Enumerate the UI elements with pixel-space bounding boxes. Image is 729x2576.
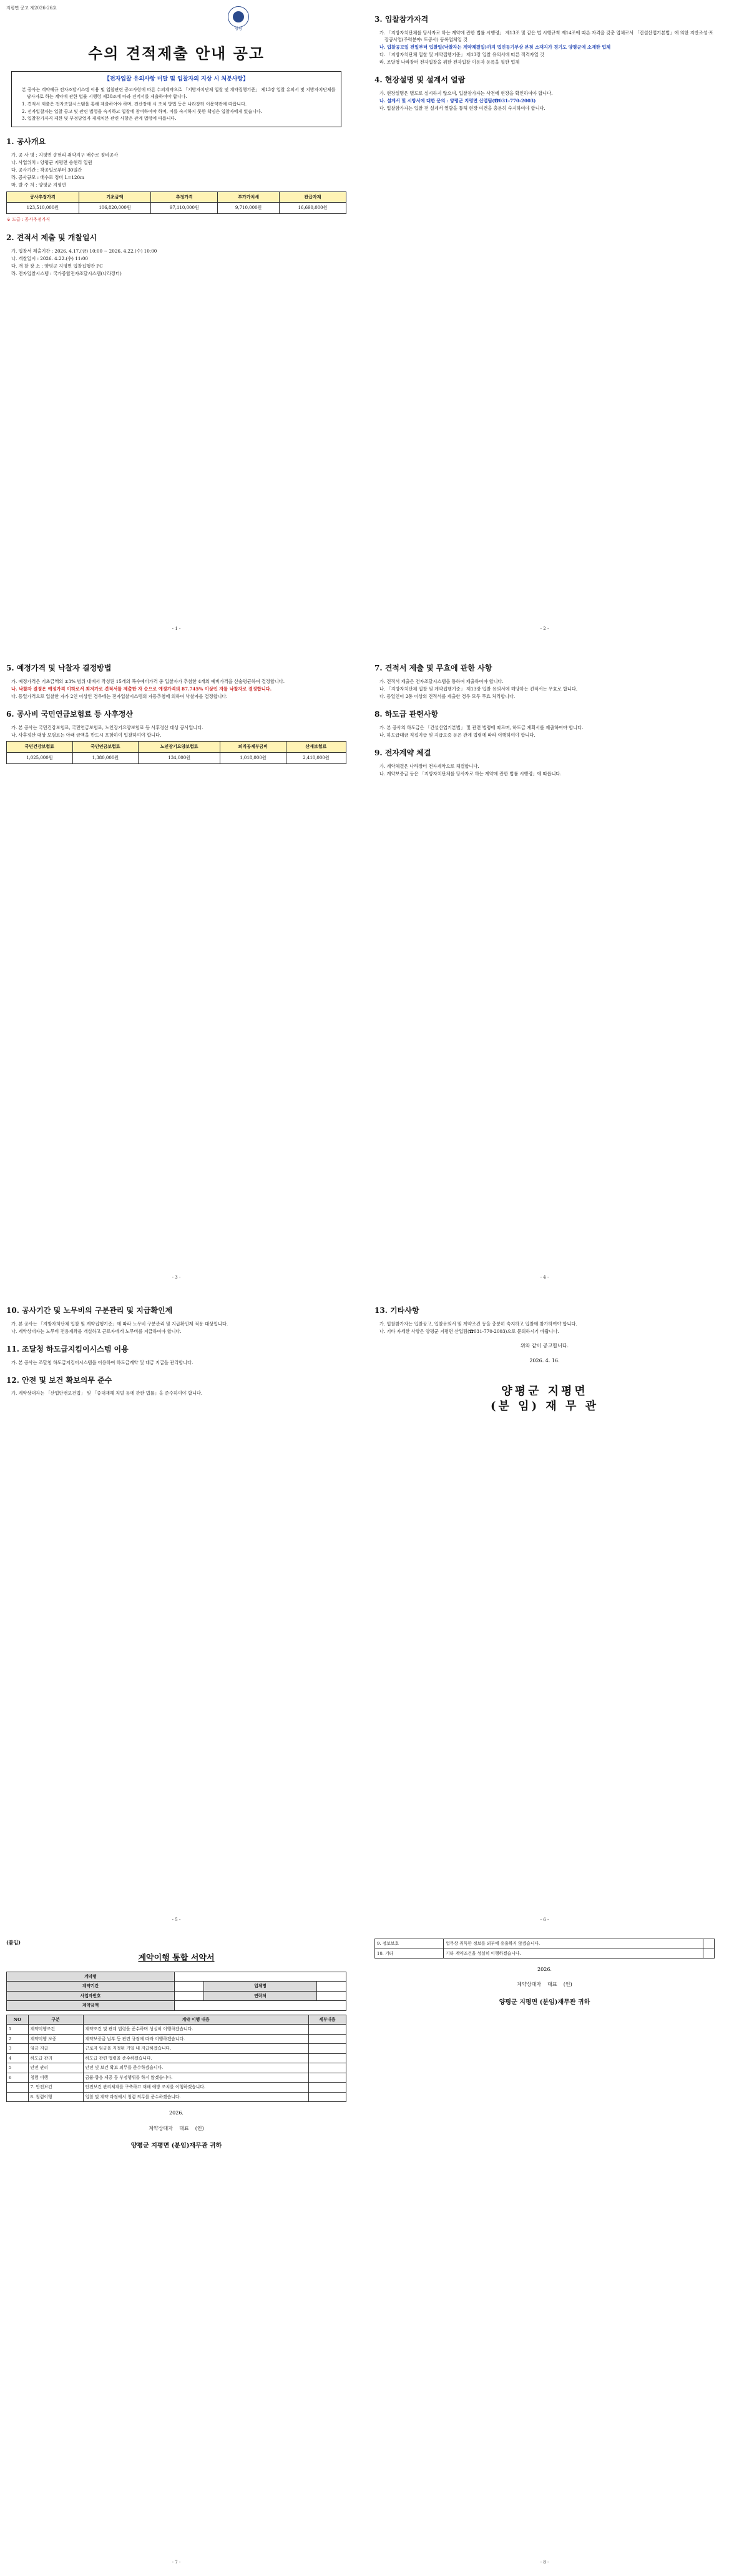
table-cell: 9,710,000원 bbox=[218, 203, 280, 214]
list-item: 나. 하도급대금 직접지급 및 지급보증 등은 관계 법령에 따라 이행하여야 합니다. bbox=[379, 732, 536, 738]
table-cell: 97,110,000원 bbox=[151, 203, 218, 214]
pledge-table-continued bbox=[374, 1939, 715, 1959]
row-check[interactable] bbox=[308, 2053, 346, 2063]
section-title: 1. 공사개요 bbox=[6, 137, 46, 147]
list-item: 다. 개 찰 장 소 : 양평군 지평면 입찰집행관 PC bbox=[11, 263, 103, 269]
list-item: 다. 입찰참가자는 입찰 전 설계서 열람을 통해 현장 여건을 충분히 숙지하여야 합니다. bbox=[379, 105, 546, 112]
list-item: 마. 발 주 처 : 양평군 지평면 bbox=[11, 182, 66, 188]
form-signer bbox=[6, 2125, 346, 2133]
list-item: 나. 사후정산 대상 보험료는 아래 금액을 반드시 포함하여 입찰하여야 합니다. bbox=[11, 732, 162, 738]
seal-label: (인) bbox=[563, 1982, 572, 1988]
closing-date: 2026. 4. 16. bbox=[529, 1358, 560, 1364]
notice-line: 1. 견적서 제출은 전자조달시스템을 통해 제출하여야 하며, 전산장애 시 조치 방법 등은 나라장터 이용약관에 따릅니다. bbox=[22, 101, 247, 107]
page-number: - 1 - bbox=[172, 626, 181, 632]
table-header: 세부내용 bbox=[308, 2015, 346, 2025]
row-check[interactable] bbox=[308, 2044, 346, 2054]
form-footer: 양평군 지평면 (분임)재무관 귀하 bbox=[499, 1998, 590, 2006]
list-item: 다. 「지방자치단체 입찰 및 계약집행기준」 제13장 입찰 유의서에 따른 적격자일 것 bbox=[379, 52, 544, 58]
table-header: 공사추정가격 bbox=[7, 191, 79, 203]
row-no bbox=[7, 2092, 29, 2102]
form-value[interactable] bbox=[175, 1991, 204, 2001]
rep-label: 대표 bbox=[547, 1982, 557, 1988]
list-item: 나. 개찰일시 : 2026. 4.22.(수) 11:00 bbox=[11, 255, 88, 261]
page-title: 수의 견적제출 안내 공고 bbox=[88, 44, 265, 62]
row-check[interactable] bbox=[308, 2092, 346, 2102]
page-3 bbox=[6, 654, 346, 1284]
list-item: 가. 계약상대자는 「산업안전보건법」 및 「중대재해 처벌 등에 관한 법률」을 준수하여야 합니다. bbox=[11, 1390, 203, 1397]
notice-box bbox=[11, 71, 341, 127]
section-title: 2. 견적서 제출 및 개찰일시 bbox=[6, 233, 97, 243]
table-cell: 1,025,000원 bbox=[7, 752, 73, 763]
table-header: 기초금액 bbox=[79, 191, 151, 203]
section-title: 4. 현장설명 및 설계서 열람 bbox=[374, 75, 466, 85]
row-value: 계약조건 및 관계 법령을 준수하며 성실히 이행하겠습니다. bbox=[83, 2025, 308, 2035]
row-check[interactable] bbox=[308, 2083, 346, 2093]
table-cell: 106,820,000원 bbox=[79, 203, 151, 214]
list-item: 나. 계약보증금 등은 「지방자치단체를 당사자로 하는 계약에 관한 법률 시행령」에 따릅니다. bbox=[379, 770, 562, 777]
table-row bbox=[375, 1949, 715, 1959]
page-number: - 5 - bbox=[172, 1917, 181, 1923]
table-header: 국민연금보험료 bbox=[72, 741, 139, 752]
page-5 bbox=[6, 1296, 346, 1926]
section-title: 3. 입찰참가자격 bbox=[374, 15, 429, 24]
table-header: 부가가치세 bbox=[218, 191, 280, 203]
signer-label: 계약상대자 bbox=[149, 2125, 173, 2131]
signature-line-2: (분 임) 재 무 관 bbox=[490, 1399, 599, 1413]
form-header-table bbox=[6, 1972, 346, 2011]
list-item: 라. 조달청 나라장터 전자입찰을 위한 전자입찰 이용자 등록을 필한 업체 bbox=[379, 59, 520, 65]
row-check[interactable] bbox=[703, 1939, 714, 1949]
signature-org bbox=[374, 1384, 715, 1415]
form-value[interactable] bbox=[175, 2001, 346, 2011]
row-no: 5 bbox=[7, 2063, 29, 2073]
table-row bbox=[7, 2044, 346, 2054]
list-item: 가. 예정가격은 기초금액의 ±3% 범위 내에서 작성된 15개의 복수예비가격 중 입찰자가 추첨한 4개의 예비가격을 산술평균하여 결정합니다. bbox=[11, 678, 285, 684]
list-item: 가. 견적서 제출은 전자조달시스템을 통하여 제출하여야 합니다. bbox=[379, 678, 504, 684]
section-title: 12. 안전 및 보건 확보의무 준수 bbox=[6, 1375, 112, 1385]
list-item: 가. 본 공사는 국민건강보험료, 국민연금보험료, 노인장기요양보험료 등 사후정산 대상 공사입니다. bbox=[11, 724, 203, 730]
document-number: 지평면 공고 제2026-26호 bbox=[6, 6, 57, 11]
form-value[interactable] bbox=[175, 1972, 346, 1982]
form-value[interactable] bbox=[316, 1991, 346, 2001]
table-note: ※ 도급 : 공사추정가격 bbox=[6, 217, 51, 223]
list-item: 나. 계약상대자는 노무비 전용계좌를 개설하고 근로자에게 노무비를 지급하여야 합니다. bbox=[11, 1328, 182, 1334]
form-label: 계약금액 bbox=[7, 2001, 175, 2011]
row-check[interactable] bbox=[308, 2034, 346, 2044]
row-value: 안전보건 관리체계를 구축하고 재해 예방 조치를 이행하겠습니다. bbox=[83, 2083, 308, 2093]
list-item: 다. 동일인이 2통 이상의 견적서를 제출한 경우 모두 무효 처리합니다. bbox=[379, 693, 516, 699]
signature-line-1: 양평군 지평면 bbox=[501, 1384, 588, 1398]
notice-line: 본 공사는 계약예규 전자조달시스템 이용 및 입찰관련 공고사항에 따른 수의계약으로 「지방자치단체 입찰 및 계약집행기준」 제13장 입찰 유의서 및 지방자치단체를 당사자로 하는 계약에 관한 법률 시행령 제30조에 따라 견적서를 제출하여야 합니다. bbox=[22, 87, 336, 99]
list-item: 다. 동일가격으로 입찰한 자가 2인 이상인 경우에는 전자입찰시스템의 자동추첨에 의하여 낙찰자를 결정합니다. bbox=[11, 693, 228, 699]
list-item: 가. 현장설명은 별도로 실시하지 않으며, 입찰참가자는 사전에 현장을 확인하여야 합니다. bbox=[379, 90, 553, 96]
notice-headline: 【전자입찰 유의사항 미달 및 입찰자의 지상 시 처분사항】 bbox=[104, 76, 249, 83]
list-item: 라. 공사규모 : 배수로 정비 L=120m bbox=[11, 175, 84, 181]
section-title: 5. 예정가격 및 낙찰자 결정방법 bbox=[6, 664, 112, 672]
row-value: 기타 계약조건을 성실히 이행하겠습니다. bbox=[444, 1949, 703, 1959]
signer-label: 계약상대자 bbox=[517, 1982, 541, 1988]
row-key: 하도급 관리 bbox=[28, 2053, 83, 2063]
list-item: 나. 사업위치 : 양평군 지평면 송현리 일원 bbox=[11, 159, 92, 165]
table-cell: 134,000원 bbox=[139, 752, 220, 763]
table-row bbox=[7, 2063, 346, 2073]
form-label: 계약기간 bbox=[7, 1982, 175, 1992]
section-title: 7. 견적서 제출 및 무효에 관한 사항 bbox=[374, 664, 492, 672]
page-number: - 2 - bbox=[540, 626, 549, 632]
row-no: 3 bbox=[7, 2044, 29, 2054]
table-row bbox=[7, 2083, 346, 2093]
list-item: 라. 전자입찰시스템 : 국가종합전자조달시스템(나라장터) bbox=[11, 271, 122, 277]
list-item: 가. 입찰서 제출기간 : 2026. 4.17.(금) 10:00 ~ 2026. 4.22.(수) 10:00 bbox=[11, 248, 157, 254]
row-no: 1 bbox=[7, 2025, 29, 2035]
table-cell: 123,510,000원 bbox=[7, 203, 79, 214]
row-key: 10. 기타 bbox=[375, 1949, 444, 1959]
row-value: 근로자 임금을 지정된 기일 내 지급하겠습니다. bbox=[83, 2044, 308, 2054]
page-number: - 8 - bbox=[540, 2560, 549, 2565]
page-1 bbox=[6, 5, 346, 635]
form-value[interactable] bbox=[316, 1982, 346, 1992]
page-4 bbox=[374, 654, 715, 1284]
form-label: 계약명 bbox=[7, 1972, 175, 1982]
row-value: 입찰 및 계약 과정에서 청렴 의무를 준수하겠습니다. bbox=[83, 2092, 308, 2102]
table-cell: 1,380,000원 bbox=[72, 752, 139, 763]
table-row bbox=[375, 1939, 715, 1949]
page-7 bbox=[6, 1939, 346, 2569]
page-number: - 4 - bbox=[540, 1275, 549, 1281]
table-cell: 1,018,000원 bbox=[220, 752, 286, 763]
row-no: 6 bbox=[7, 2073, 29, 2083]
attachment-label: (붙임) bbox=[6, 1939, 21, 1945]
list-item: 나. 낙찰자 결정은 예정가격 이하로서 최저가로 견적서를 제출한 자 순으로 예정가격의 87.745% 이상인 자를 낙찰자로 결정합니다. bbox=[11, 685, 272, 692]
form-value[interactable] bbox=[175, 1982, 204, 1992]
table-header: 추정가격 bbox=[151, 191, 218, 203]
page-6 bbox=[374, 1296, 715, 1926]
table-row bbox=[7, 2034, 346, 2044]
row-value: 안전 및 보건 확보 의무를 준수하겠습니다. bbox=[83, 2063, 308, 2073]
row-check[interactable] bbox=[308, 2073, 346, 2083]
row-value: 금품·향응 제공 등 부정행위를 하지 않겠습니다. bbox=[83, 2073, 308, 2083]
table-cell: 16,690,000원 bbox=[279, 203, 346, 214]
notice-line: 2. 전자입찰자는 입찰 공고 및 관련 법령을 숙지하고 입찰에 참여하여야 하며, 이를 숙지하지 못한 책임은 입찰자에게 있습니다. bbox=[22, 109, 262, 114]
section-title: 10. 공사기간 및 노무비의 구분관리 및 지급확인제 bbox=[6, 1306, 173, 1315]
form-date: 2026. bbox=[169, 2110, 183, 2116]
table-header: NO bbox=[7, 2015, 29, 2025]
form-date: 2026. bbox=[537, 1967, 552, 1973]
table-header: 계약 이행 내용 bbox=[83, 2015, 308, 2025]
cost-table bbox=[6, 191, 346, 215]
section-title: 8. 하도급 관련사항 bbox=[374, 710, 439, 719]
form-label: 연락처 bbox=[204, 1991, 316, 2001]
section-title: 6. 공사비 국민연금보험료 등 사후정산 bbox=[6, 710, 134, 719]
list-item: 가. 본 공사의 하도급은 「건설산업기본법」 및 관련 법령에 따르며, 하도급 계획서를 제출하여야 합니다. bbox=[379, 724, 584, 730]
seal-label: (인) bbox=[195, 2125, 204, 2131]
row-key: 9. 정보보호 bbox=[375, 1939, 444, 1949]
page-number: - 3 - bbox=[172, 1275, 181, 1281]
list-item: 다. 공사기간 : 착공일로부터 30일간 bbox=[11, 167, 82, 173]
form-signer bbox=[374, 1981, 715, 1988]
page-2 bbox=[374, 5, 715, 635]
page-number: - 6 - bbox=[540, 1917, 549, 1923]
list-item: 나. 입찰공고일 전일부터 입찰일(낙찰자는 계약체결일)까지 법인등기부상 본점 소재지가 경기도 양평군에 소재한 업체 bbox=[379, 44, 611, 50]
row-no: 2 bbox=[7, 2034, 29, 2044]
list-item: 가. 본 공사는 「지방자치단체 입찰 및 계약집행기준」에 따라 노무비 구분관리 및 지급확인제 적용 대상입니다. bbox=[11, 1320, 228, 1327]
list-item: 가. 본 공사는 조달청 하도급지킴이시스템을 이용하여 하도급계약 및 대금 지급을 관리합니다. bbox=[11, 1359, 193, 1365]
row-check[interactable] bbox=[308, 2025, 346, 2035]
emblem-icon: 양평 bbox=[228, 6, 249, 27]
page-number: - 7 - bbox=[172, 2560, 181, 2565]
table-cell: 2,410,000원 bbox=[286, 752, 346, 763]
table-row bbox=[7, 2073, 346, 2083]
row-check[interactable] bbox=[703, 1949, 714, 1959]
row-value: 업무상 취득한 정보를 외부에 유출하지 않겠습니다. bbox=[444, 1939, 703, 1949]
table-header: 퇴직공제부금비 bbox=[220, 741, 286, 752]
list-item: 가. 입찰참가자는 입찰공고, 입찰유의서 및 계약조건 등을 충분히 숙지하고 입찰에 참가하여야 합니다. bbox=[379, 1320, 577, 1327]
row-check[interactable] bbox=[308, 2063, 346, 2073]
row-key: 7. 안전보건 bbox=[28, 2083, 83, 2093]
list-item: 가. 공 사 명 : 지평면 송현리 취약지구 배수로 정비공사 bbox=[11, 152, 119, 158]
table-header: 노인장기요양보험료 bbox=[139, 741, 220, 752]
table-header: 산재보험료 bbox=[286, 741, 346, 752]
row-no: 4 bbox=[7, 2053, 29, 2063]
table-row bbox=[7, 2092, 346, 2102]
form-label: 사업자번호 bbox=[7, 1991, 175, 2001]
row-key: 8. 청렴이행 bbox=[28, 2092, 83, 2102]
table-row bbox=[7, 2053, 346, 2063]
row-key: 계약이행조건 bbox=[28, 2025, 83, 2035]
rep-label: 대표 bbox=[179, 2125, 189, 2131]
section-title: 9. 전자계약 체결 bbox=[374, 748, 431, 757]
row-key: 안전 관리 bbox=[28, 2063, 83, 2073]
notice-line: 3. 입찰참가자격 제한 및 부정당업자 제재처분 관련 사항은 관계 법령에 따릅니다. bbox=[22, 116, 177, 122]
list-item: 나. 「지방자치단체 입찰 및 계약집행기준」 제13장 입찰 유의서에 해당하는 견적서는 무효로 합니다. bbox=[379, 685, 578, 692]
closing-line: 위와 같이 공고합니다. bbox=[520, 1342, 569, 1349]
section-title: 13. 기타사항 bbox=[374, 1306, 419, 1315]
row-key: 계약이행 보증 bbox=[28, 2034, 83, 2044]
list-item: 가. 「지방자치단체를 당사자로 하는 계약에 관한 법률 시행령」 제13조 및 같은 법 시행규칙 제14조에 따른 자격을 갖춘 업체로서 「건설산업기본법」에 의한 지반조성·포장공사업(주력분야: 토공사) 등록업체일 것 bbox=[379, 29, 713, 42]
pledge-table bbox=[6, 2015, 346, 2103]
table-header: 관급자재 bbox=[279, 191, 346, 203]
table-header: 국민건강보험료 bbox=[7, 741, 73, 752]
table-header: 구분 bbox=[28, 2015, 83, 2025]
row-key: 청렴 이행 bbox=[28, 2073, 83, 2083]
form-title: 계약이행 통합 서약서 bbox=[138, 1954, 215, 1963]
list-item: 나. 설계서 및 시방서에 대한 문의 : 양평군 지평면 산업팀(☎031-770-2003) bbox=[379, 98, 536, 104]
page-8 bbox=[374, 1939, 715, 2569]
row-key: 임금 지급 bbox=[28, 2044, 83, 2054]
section-title: 11. 조달청 하도급지킴이시스템 이용 bbox=[6, 1344, 129, 1353]
row-value: 계약보증금 납부 등 관련 규정에 따라 이행하겠습니다. bbox=[83, 2034, 308, 2044]
list-item: 가. 계약체결은 나라장터 전자계약으로 체결합니다. bbox=[379, 763, 479, 769]
form-label: 업체명 bbox=[204, 1982, 316, 1992]
row-value: 하도급 관련 법령을 준수하겠습니다. bbox=[83, 2053, 308, 2063]
row-no bbox=[7, 2083, 29, 2093]
list-item: 나. 기타 자세한 사항은 양평군 지평면 산업팀(☎031-770-2003)으로 문의하시기 바랍니다. bbox=[379, 1328, 559, 1334]
form-footer: 양평군 지평면 (분임)재무관 귀하 bbox=[130, 2143, 222, 2150]
insurance-table bbox=[6, 741, 346, 764]
table-row bbox=[7, 2025, 346, 2035]
